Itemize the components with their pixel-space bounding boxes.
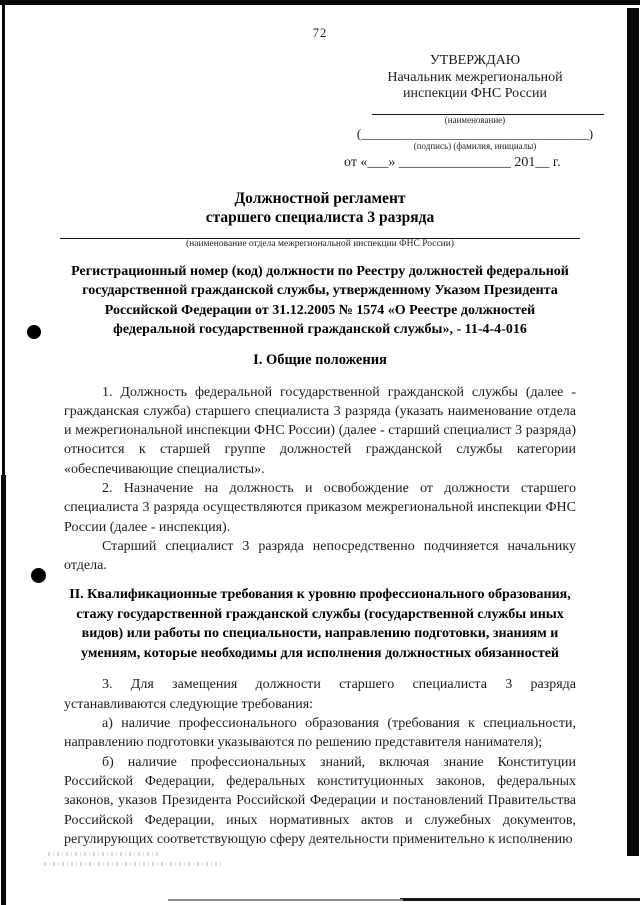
registration-line: Регистрационный номер (код) должности по Реестру должностей федеральной <box>71 263 569 279</box>
section-1-body <box>64 383 576 576</box>
registration-line: федеральной государственной гражданской службы», - 11-4-4-016 <box>113 322 527 337</box>
faint-footer-marks-line-1 <box>48 852 160 856</box>
approval-signature-blank: (___________________________________) <box>356 125 594 141</box>
faint-footer-marks-line-2 <box>44 862 222 866</box>
paragraph-3: 3. Для замещения должности старшего специалиста 3 разряда устанавливаются следующие требования: <box>64 677 576 712</box>
section-2-heading-line: умениям, которые необходимы для исполнения должностных обязанностей <box>81 645 559 661</box>
department-caption: (наименование отдела межрегиональной инспекции ФНС России) <box>185 238 455 249</box>
scan-right-edge <box>627 8 639 856</box>
paragraph-3a: а) наличие профессионального образования (требования к специальности, направлению подготовки указываются по решению представителя нанимателя); <box>64 716 576 751</box>
approval-date-line: от «___» ________________ 201__ г. <box>344 154 561 170</box>
paragraph-2: 2. Назначение на должность и освобождение от должности старшего специалиста 3 разряда осуществляются приказом межрегиональной инспекции ФНС России (далее - инспекция). <box>64 480 576 535</box>
paragraph-1: 1. Должность федеральной государственной гражданской службы (далее - гражданская служба) старшего специалиста 3 разряда (указать наименование отдела и межрегиональной инспекции ФНС России) (далее - старший специалист 3 разряда) относится к старшей группе должностей гражданской службы категории «обеспечивающие специалисты». <box>64 384 576 477</box>
section-1-heading: I. Общие положения <box>253 351 387 368</box>
section-2-heading-line: II. Квалификационные требования к уровню профессионального образования, <box>69 587 571 603</box>
approval-block <box>338 53 612 171</box>
document-title-line-2: старшего специалиста 3 разряда <box>205 209 435 226</box>
registration-line: Российской Федерации от 31.12.2005 № 1574 «О Реестре должностей <box>104 302 536 318</box>
paragraph-2a: Старший специалист 3 разряда непосредственно подчиняется начальнику отдела. <box>64 538 576 574</box>
section-2-heading <box>64 585 576 663</box>
document-title <box>64 189 576 228</box>
section-2-heading-line: стажу государственной гражданской службы (государственной службы иных <box>76 606 564 622</box>
scan-bottom-edge-dark <box>400 898 640 901</box>
binding-hole-bottom <box>31 568 46 583</box>
registration-heading <box>64 262 576 340</box>
registration-line: государственной гражданской службы, утвержденному Указом Президента <box>82 283 558 298</box>
binding-hole-top <box>27 325 41 339</box>
document-content <box>64 0 594 849</box>
page-number: 72 <box>312 26 328 40</box>
section-2-heading-line: видов) или работы по специальности, направлению подготовки, знаниям и <box>81 626 559 642</box>
section-2-body <box>64 675 576 849</box>
paragraph-3b: б) наличие профессиональных знаний, включая знание Конституции Российской Федерации, федеральных конституционных законов, федеральных законов, указов Президента Российской Федерации и постановлений Правительства Российской Федерации, иных нормативных актов и служебных документов, регулирующих соответствующую сферу деятельности применительно к исполнению <box>64 754 576 847</box>
scan-bottom-edge-gray <box>168 899 403 901</box>
approval-sign-caption: (подпись) (фамилия, инициалы) <box>413 140 537 151</box>
scan-left-edge-upper <box>2 5 5 475</box>
scan-left-edge-lower <box>1 475 6 905</box>
approval-name-caption: (наименование) <box>444 114 506 125</box>
document-title-line-1: Должностной регламент <box>234 189 406 207</box>
approval-role-line-2: инспекции ФНС России <box>403 86 547 101</box>
approval-word: УТВЕРЖДАЮ <box>429 53 521 68</box>
approval-role-line-1: Начальник межрегиональной <box>387 69 563 85</box>
